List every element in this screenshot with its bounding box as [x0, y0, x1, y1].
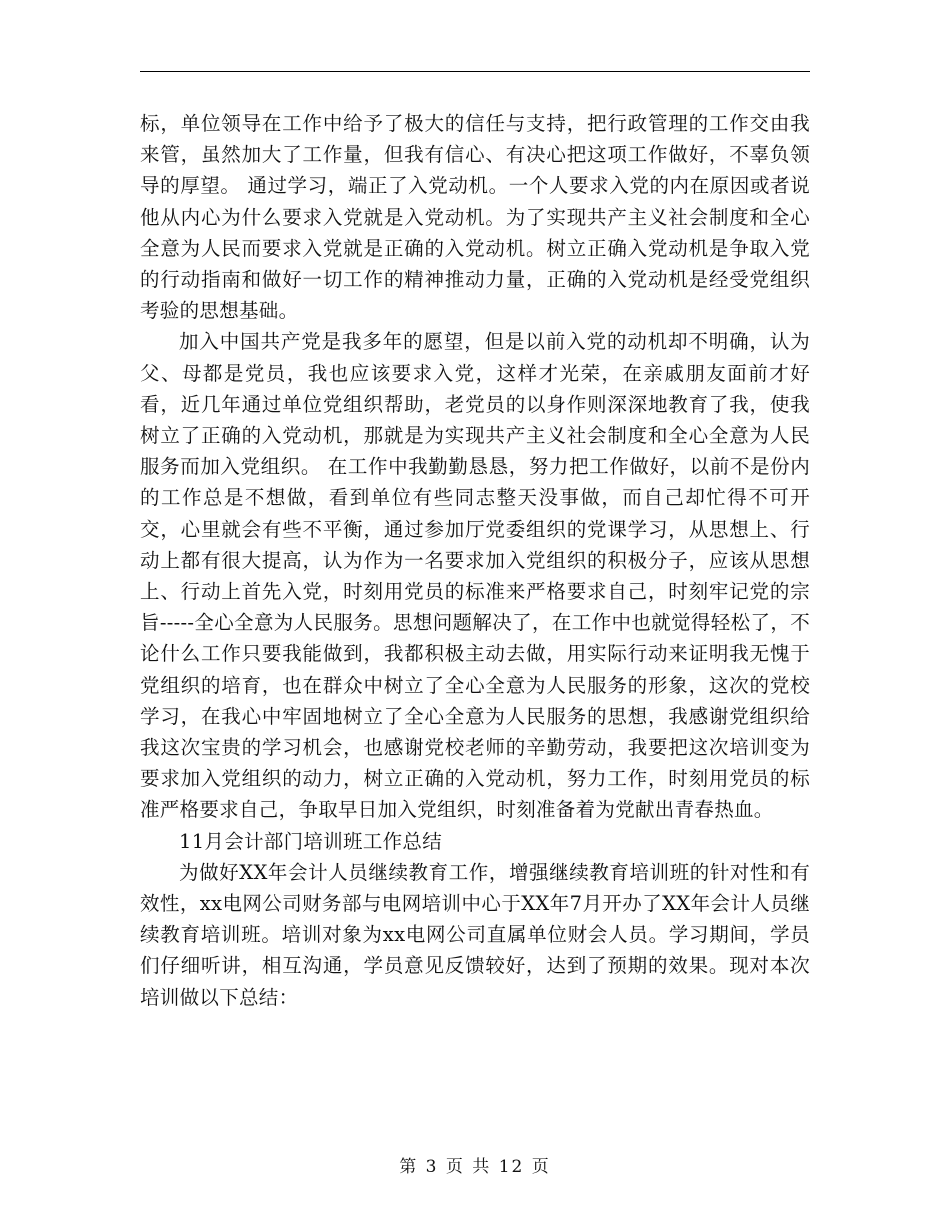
page-number-footer: 第 3 页 共 12 页: [399, 1157, 551, 1177]
document-body: [140, 108, 810, 1013]
section-heading: 11月会计部门培训班工作总结: [179, 829, 443, 853]
paragraph-2: 加入中国共产党是我多年的愿望，但是以前入党的动机却不明确，认为父、母都是党员，我也应该要求入党，这样才光荣，在亲戚朋友面前才好看，近几年通过单位党组织帮助，老党员的以身作则深深地教育了我，使我树立了正确的入党动机，那就是为实现共产主义社会制度和全心全意为人民服务而加入党组织。 在工作中我勤勤恳恳，努力把工作做好，以前不是份内的工作总是不想做，看到单位有些同志整天没事做，而自己却忙得不可开交，心里就会有些不平衡，通过参加厅党委组织的党课学习，从思想上、行动上都有很大提高，认为作为一名要求加入党组织的积极分子，应该从思想上、行动上首先入党，时刻用党员的标准来严格要求自己，时刻牢记党的宗旨-----全心全意为人民服务。思想问题解决了，在工作中也就觉得轻松了，不论什么工作只要我能做到，我都积极主动去做，用实际行动来证明我无愧于党组织的培育，也在群众中树立了全心全意为人民服务的形象，这次的党校学习，在我心中牢固地树立了全心全意为人民服务的思想，我感谢党组织给我这次宝贵的学习机会，也感谢党校老师的辛勤劳动，我要把这次培训变为要求加入党组织的动力，树立正确的入党动机，努力工作，时刻用党员的标准严格要求自己，争取早日加入党组织，时刻准备着为党献出青春热血。: [140, 330, 810, 822]
header-rule: [140, 71, 810, 72]
paragraph-3: 为做好XX年会计人员继续教育工作，增强继续教育培训班的针对性和有效性，xx电网公司财务部与电网培训中心于XX年7月开办了XX年会计人员继续教育培训班。培训对象为xx电网公司直属单位财会人员。学习期间，学员们仔细听讲，相互沟通，学员意见反馈较好，达到了预期的效果。现对本次培训做以下总结：: [140, 860, 810, 1009]
paragraph-1: 标，单位领导在工作中给予了极大的信任与支持，把行政管理的工作交由我来管，虽然加大了工作量，但我有信心、有决心把这项工作做好，不辜负领导的厚望。 通过学习，端正了入党动机。一个人要求入党的内在原因或者说他从内心为什么要求入党就是入党动机。为了实现共产主义社会制度和全心全意为人民而要求入党就是正确的入党动机。树立正确入党动机是争取入党的行动指南和做好一切工作的精神推动力量，正确的入党动机是经受党组织考验的思想基础。: [140, 112, 810, 323]
